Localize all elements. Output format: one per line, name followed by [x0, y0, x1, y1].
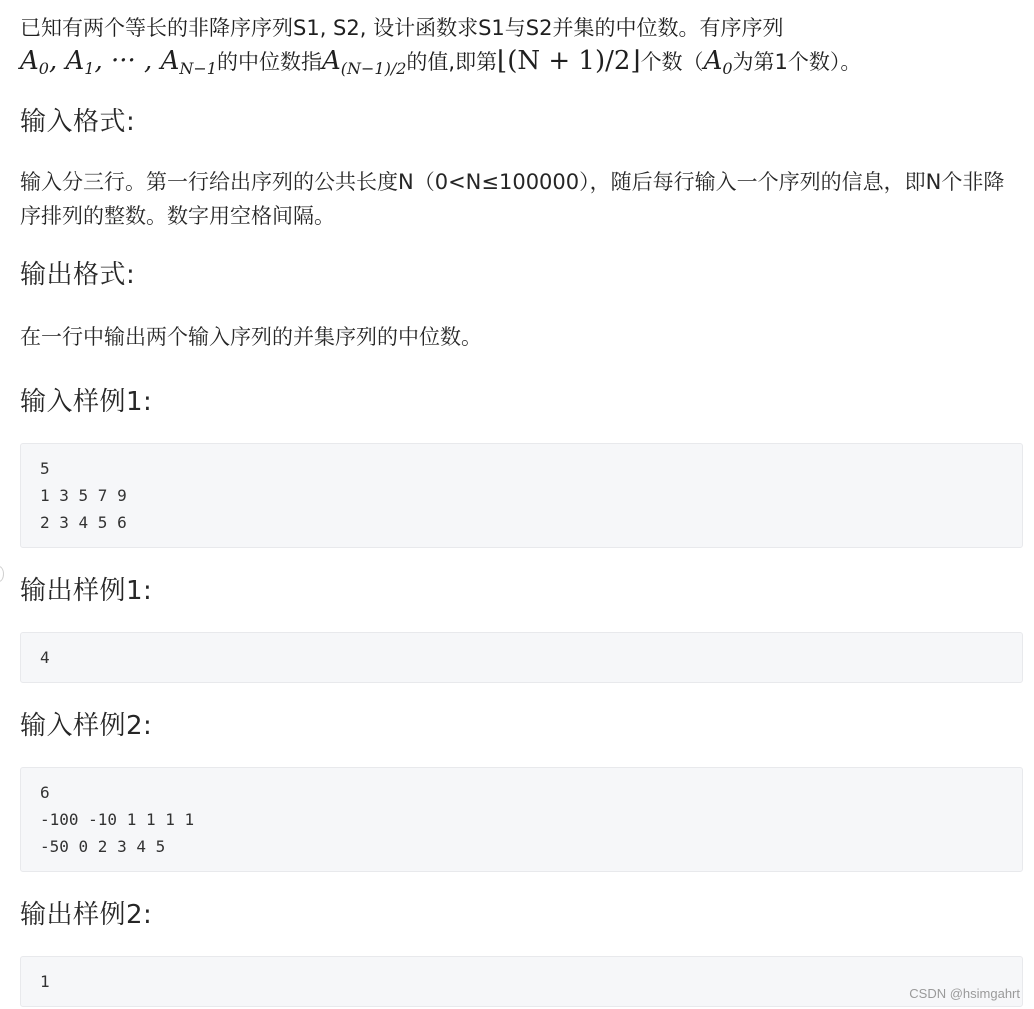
- input-format-description: 输入分三行。第一行给出序列的公共长度N（0<N≤100000），随后每行输入一个序列的信息，即N个非降序排列的整数。数字用空格间隔。: [20, 170, 1005, 228]
- first-element-formula: $A_0$: [703, 46, 733, 78]
- median-formula: $A_{(N-1)/2}$: [321, 46, 407, 78]
- sample-input-2-code[interactable]: [20, 767, 1023, 872]
- code-line: 2 3 4 5 6: [40, 513, 127, 532]
- code-line: 1 3 5 7 9: [40, 486, 127, 505]
- sample-output-1-heading: 输出样例1:: [20, 576, 153, 606]
- code-line: -50 0 2 3 4 5: [40, 837, 166, 856]
- problem-statement: [20, 12, 1023, 1007]
- watermark: CSDN @hsimgahrt: [909, 986, 1020, 1001]
- input-format-heading: 输入格式:: [20, 107, 136, 137]
- code-line: 5: [40, 459, 50, 478]
- code-line: 4: [40, 648, 50, 667]
- intro-text-first: 为第1个数）。: [732, 50, 862, 74]
- output-format-heading: 输出格式:: [20, 260, 136, 290]
- intro-line-1: 已知有两个等长的非降序序列S1, S2, 设计函数求S1与S2并集的中位数。有序序列: [20, 16, 784, 40]
- sample-output-2-heading: 输出样例2:: [20, 900, 153, 930]
- sample-input-1-heading: 输入样例1:: [20, 387, 153, 417]
- sample-output-1-code[interactable]: [20, 632, 1023, 683]
- sample-output-2-code[interactable]: [20, 956, 1023, 1007]
- output-format-description: 在一行中输出两个输入序列的并集序列的中位数。: [20, 325, 482, 349]
- intro-text-median: 的中位数指: [216, 50, 322, 74]
- code-line: -100 -10 1 1 1 1: [40, 810, 195, 829]
- code-line: 6: [40, 783, 50, 802]
- sample-input-2-heading: 输入样例2:: [20, 711, 153, 741]
- code-line: 1: [40, 972, 50, 991]
- intro-text-value: 的值,即第: [406, 50, 498, 74]
- scroll-edge-marker: [0, 566, 4, 582]
- problem-description: [20, 12, 1023, 79]
- floor-formula: ⌊(N + 1)/2⌋: [497, 46, 641, 76]
- sequence-formula: $A_0$, $A_1$, ··· , $A_{N-1}$: [20, 46, 217, 78]
- sample-input-1-code[interactable]: [20, 443, 1023, 548]
- intro-text-number: 个数（: [640, 50, 704, 74]
